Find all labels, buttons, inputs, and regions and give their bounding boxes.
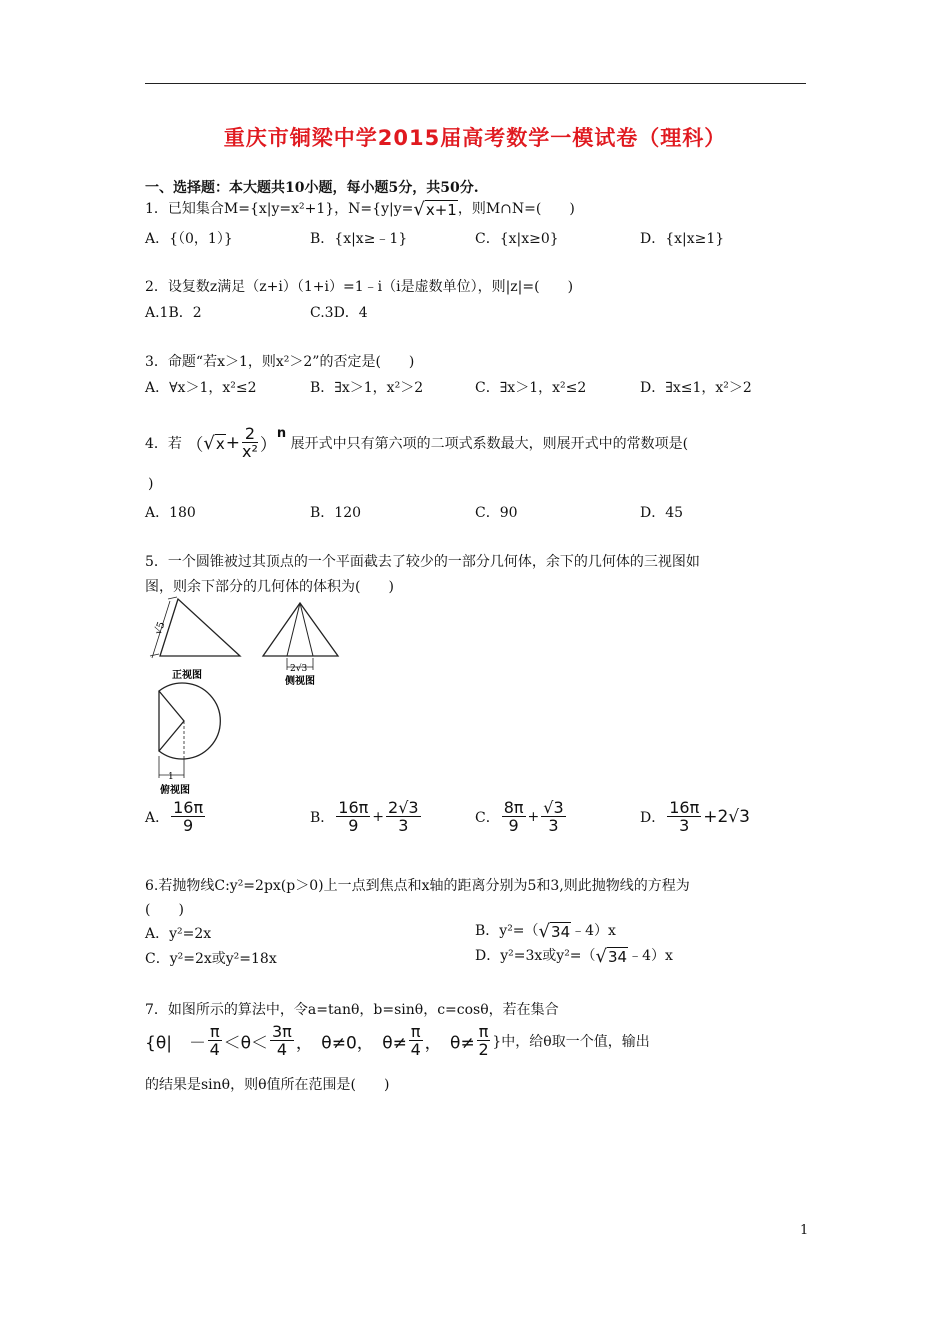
q4-stem: 展开式中只有第六项的二项式系数最大，则展开式中的常数项是( — [290, 436, 689, 452]
front-view — [150, 597, 240, 681]
q5-option-a: A． $\frac{16\pi}{9}$ — [145, 798, 204, 835]
question-7-line3: 的结果是sinθ，则θ值所在范围是( ) — [145, 1077, 390, 1093]
page-title: 重庆市铜梁中学2015届高考数学一模试卷（理科） — [223, 126, 727, 150]
three-view-figure — [140, 596, 340, 796]
q4-option-c: C．90 — [475, 505, 518, 521]
question-2: 2．设复数z满足（z+i）（1+i）=1﹣i（i是虚数单位），则|z|=( ) — [145, 279, 574, 295]
q5-option-c: C． $\frac{8\pi}{9}$ + $\frac{√3}{3}$ — [475, 798, 564, 835]
side-view-label: 侧视图 — [285, 676, 315, 687]
q4-option-a: A．180 — [145, 505, 196, 521]
q5-option-b: B． $\frac{16\pi}{9}$ + $\frac{2√3}{3}$ — [310, 798, 419, 835]
top-view-label: 俯视图 — [160, 785, 190, 796]
page-number: 1 — [800, 1223, 809, 1238]
q4-stem-end: ) — [148, 476, 154, 492]
q4-plus: + — [225, 433, 240, 453]
q1-option-c: C．{x|x≥0} — [475, 231, 559, 247]
q3-option-d: D．∃x≤1，x²＞2 — [640, 380, 752, 396]
q4-option-b: B．120 — [310, 505, 362, 521]
q4-paren-close: ） — [259, 435, 277, 456]
header-rule — [145, 83, 806, 84]
question-6-line1: 6.若抛物线C:y²=2px(p＞0)上一点到焦点和x轴的距离分别为5和3,则此抛物线的方程为 — [145, 878, 690, 894]
q5-option-d: D． $\frac{16\pi}{3}$ +2√3 — [640, 798, 750, 835]
question-6-line2: ( ) — [145, 902, 184, 918]
q1-option-a: A．{（0，1）} — [145, 231, 233, 247]
q6-option-b: B．y²=（√34﹣4）x — [475, 920, 616, 942]
svg-text:√5: √5 — [152, 620, 168, 637]
question-3: 3．命题“若x＞1，则x²＞2”的否定是( ) — [145, 354, 415, 370]
q4-num: 4．若 — [145, 436, 182, 452]
q6-option-d: D．y²=3x或y²=（√34﹣4）x — [475, 945, 673, 967]
q4-sqrt: √x — [203, 432, 225, 454]
front-view-label: 正视图 — [172, 670, 202, 681]
q4-paren-open: （ — [186, 435, 204, 456]
q3-option-a: A．∀x＞1，x²≤2 — [145, 380, 257, 396]
q1-sqrt: √x+1 — [413, 198, 457, 220]
q2-option-ab: A.1B．2 — [145, 305, 202, 321]
q1-option-b: B．{x|x≥﹣1} — [310, 231, 408, 247]
section-heading: 一、选择题：本大题共10小题，每小题5分，共50分. — [145, 180, 479, 196]
question-4 — [145, 426, 688, 460]
q4-option-d: D．45 — [640, 505, 684, 521]
q4-exponent: n — [276, 426, 287, 441]
q3-option-b: B．∃x＞1，x²＞2 — [310, 380, 424, 396]
q3-option-c: C．∃x＞1，x²≤2 — [475, 380, 587, 396]
q2-option-cd: C.3D．4 — [310, 305, 368, 321]
q1-stem-a: 1．已知集合M={x|y=x²+1}，N={y|y= — [145, 201, 414, 217]
question-5-line2: 图，则余下部分的几何体的体积为( ) — [145, 579, 394, 595]
q1-stem-b: ，则M∩N=( ) — [457, 201, 575, 217]
svg-text:1: 1 — [168, 772, 174, 782]
question-7-set: {θ| － $\frac{\pi}{4}$ ＜θ＜ $\frac{3\pi}{4}$ ， θ≠0， θ≠ $\frac{\pi}{4}$ ， θ≠ $\frac{\pi}{2}$ }中，给θ取一个值，输出 — [145, 1022, 650, 1059]
question-1 — [145, 198, 575, 220]
q1-option-d: D．{x|x≥1} — [640, 231, 725, 247]
q6-option-a: A．y²=2x — [145, 926, 212, 942]
q6-option-c: C．y²=2x或y²=18x — [145, 951, 277, 967]
top-view — [159, 683, 220, 796]
side-view — [263, 603, 338, 687]
svg-text:2√3: 2√3 — [290, 664, 308, 674]
q4-fraction: $\frac{2}{\text{x²}}$ — [242, 424, 258, 461]
question-7-line1: 7．如图所示的算法中，令a=tanθ，b=sinθ，c=cosθ，若在集合 — [145, 1002, 559, 1018]
question-5-line1: 5．一个圆锥被过其顶点的一个平面截去了较少的一部分几何体，余下的几何体的三视图如 — [145, 554, 700, 570]
